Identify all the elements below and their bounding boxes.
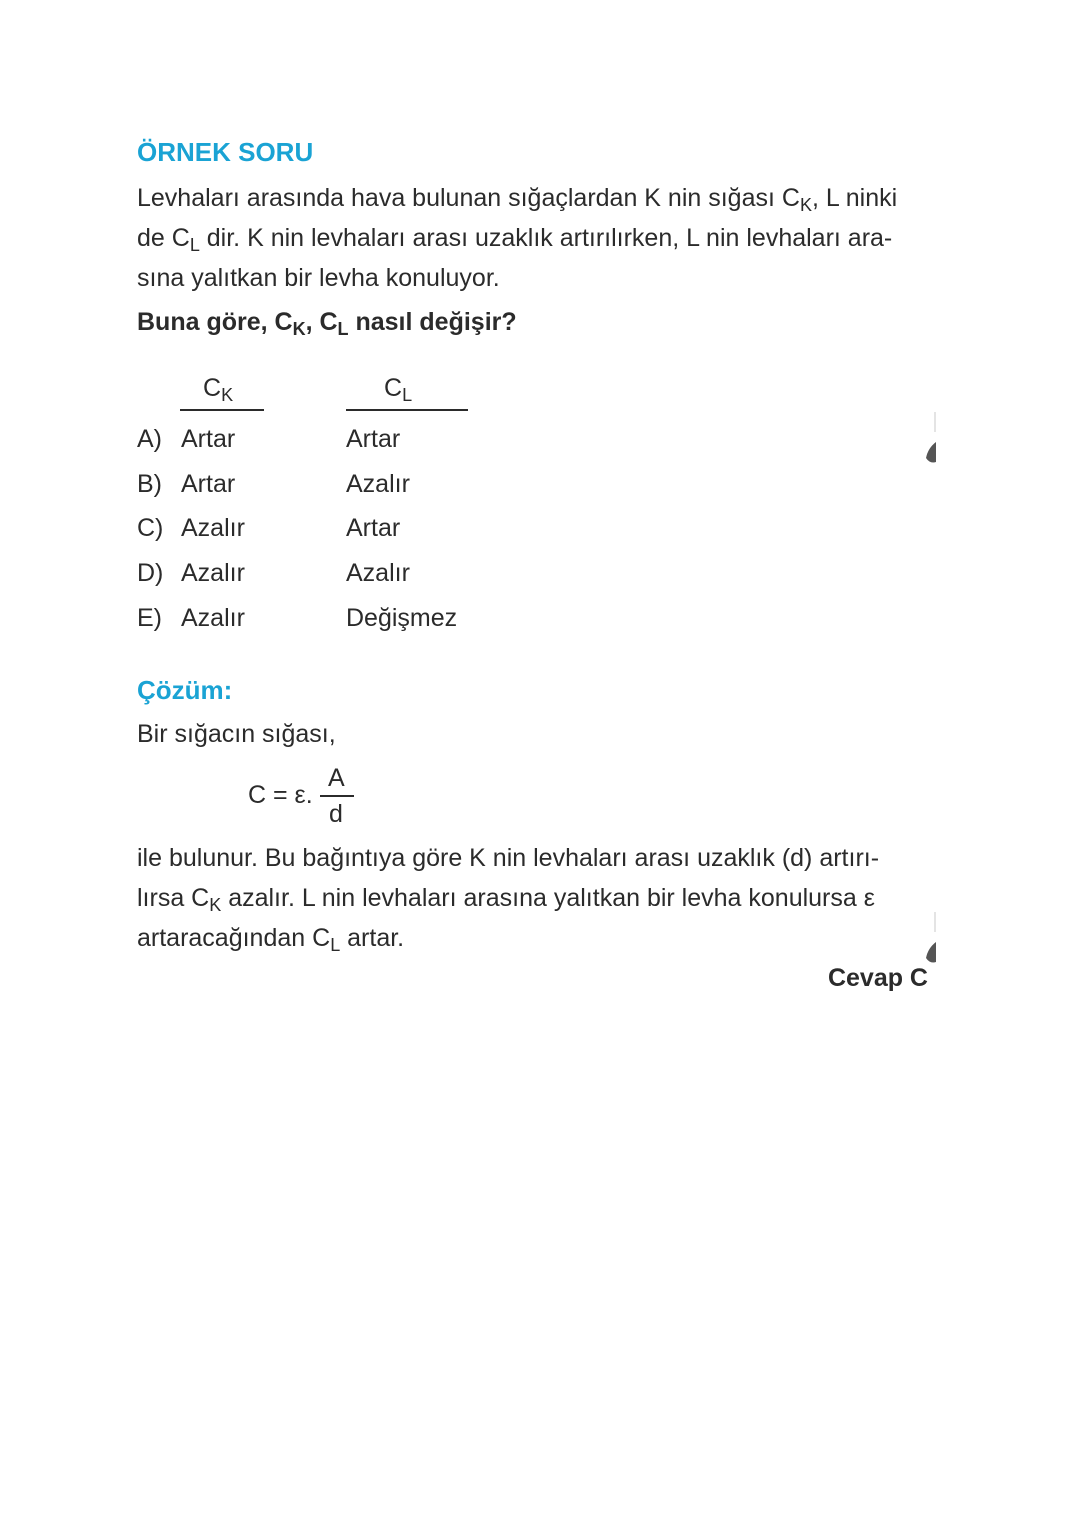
solution-line-2-post: azalır. L nin levhaları arasına yalıtkan bir levha konulursa ε [221, 884, 875, 912]
solution-line-3-pre: artaracağından C [137, 924, 331, 952]
question-prompt-post: nasıl değişir? [348, 308, 517, 336]
formula-denominator: d [329, 800, 343, 828]
question-line-2-pre: de C [137, 224, 190, 252]
subscript-k: K [209, 895, 222, 915]
solution-line-3 [137, 918, 404, 958]
solution-line-3-post: artar. [340, 924, 405, 952]
subscript-k: K [799, 195, 812, 215]
question-line-1 [137, 178, 897, 218]
question-line-2-post: dir. K nin levhaları arası uzaklık artırılırken, L nin levhaları ara- [199, 224, 893, 252]
subscript-k: K [292, 319, 306, 339]
solution-heading: Çözüm: [137, 675, 233, 705]
solution-intro: Bir sığacın sığası, [137, 720, 336, 748]
question-prompt [137, 302, 517, 342]
question-line-1-pre: Levhaları arasında hava bulunan sığaçlardan K nin sığası C [137, 184, 800, 212]
formula-numerator: A [328, 764, 345, 792]
question-line-3: sına yalıtkan bir levha konuluyor. [137, 264, 500, 292]
option-ck-value: Azalır [181, 514, 245, 542]
column-header-ck-sub: K [221, 385, 234, 405]
pencil-mark-icon [918, 410, 938, 470]
option-ck-value: Azalır [181, 559, 245, 587]
option-cl-value: Artar [346, 514, 401, 542]
column-rule-ck [180, 409, 264, 411]
option-ck-value: Artar [181, 425, 236, 453]
subscript-l: L [337, 319, 349, 339]
option-cl-value: Azalır [346, 559, 410, 587]
option-letter: A) [137, 425, 162, 453]
option-letter: D) [137, 559, 164, 587]
column-header-cl-sub: L [402, 385, 413, 405]
solution-line-2-pre: lırsa C [137, 884, 210, 912]
question-line-2 [137, 218, 892, 258]
formula-lhs: C = ε. [248, 781, 313, 809]
column-header-ck [203, 374, 233, 403]
subscript-l: L [189, 235, 200, 255]
question-prompt-mid: , C [305, 308, 338, 336]
answer-label: Cevap C [827, 964, 928, 992]
column-header-cl [384, 374, 412, 403]
option-cl-value: Değişmez [346, 604, 458, 632]
option-letter: C) [137, 514, 164, 542]
example-heading: ÖRNEK SORU [137, 137, 314, 167]
column-header-cl-base: C [384, 374, 403, 402]
solution-line-2 [137, 878, 875, 918]
option-cl-value: Artar [346, 425, 401, 453]
column-header-ck-base: C [203, 374, 222, 402]
solution-line-1: ile bulunur. Bu bağıntıya göre K nin levhaları arası uzaklık (d) artırı- [137, 844, 880, 872]
question-prompt-pre: Buna göre, C [137, 308, 293, 336]
option-ck-value: Artar [181, 470, 236, 498]
question-line-1-post: , L ninki [811, 184, 898, 212]
subscript-l: L [330, 935, 341, 955]
column-rule-cl [346, 409, 468, 411]
option-letter: E) [137, 604, 162, 632]
option-cl-value: Azalır [346, 470, 410, 498]
fraction-bar [320, 795, 354, 797]
option-letter: B) [137, 470, 162, 498]
option-ck-value: Azalır [181, 604, 245, 632]
